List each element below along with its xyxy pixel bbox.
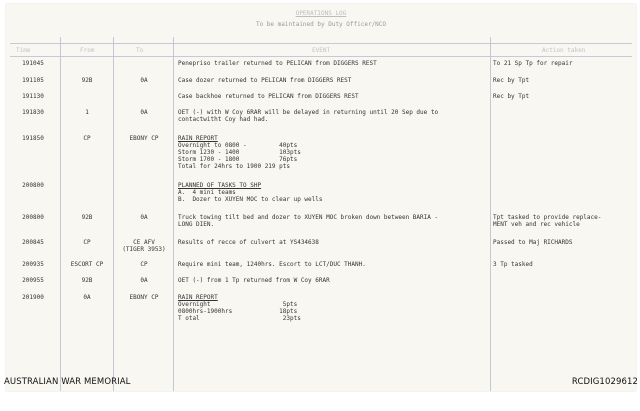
entry-from: CP (83, 239, 91, 246)
entry-to: 0A (140, 277, 148, 284)
column-divider (113, 37, 114, 391)
report-heading: RAIN REPORT (178, 135, 218, 142)
entry-to: CP (140, 261, 148, 268)
entry-time: 191850 (22, 135, 44, 142)
column-divider (173, 37, 174, 391)
entry-action: 3 Tp tasked (493, 261, 533, 268)
entry-event: RAIN REPORT Overnight 5pts 0800hrs-1900hrs 18pts T otal 23pts (178, 294, 301, 322)
column-header-to: To (136, 47, 144, 54)
entry-action: Rec by Tpt (493, 77, 530, 84)
column-divider (490, 37, 491, 391)
entry-to: EBONY CP (129, 135, 159, 142)
entry-time: 201900 (22, 294, 44, 301)
entry-from: 92B (81, 77, 93, 84)
entry-action: Passed to Maj RICHARDS (493, 239, 573, 246)
document-page (6, 4, 636, 391)
footer-reference: RCDIG1029612 (571, 377, 638, 387)
page-subtitle: To be maintained by Duty Officer/NCO (255, 21, 387, 28)
entry-event: RAIN REPORT Overnight to 0800 - 40pts Storm 1230 - 1400 103pts Storm 1700 - 1800 76pts Total for 24hrs to 1900 219 pts (178, 135, 301, 170)
entry-event: OET (-) from 1 Tp returned from W Coy 6RAR (178, 277, 330, 284)
column-header-event: EVENT (312, 47, 331, 54)
entry-event: OET (-) with W Coy 6RAR will be delayed in returning until 20 Sep due to contactwitht Coy had had. (178, 109, 439, 123)
entry-from: CP (83, 135, 91, 142)
entry-to: CE AFV (TIGER 3953) (122, 239, 166, 253)
page-title: OPERATIONS LOG (295, 10, 347, 17)
entry-time: 191045 (22, 60, 44, 67)
entry-from: 92B (81, 277, 93, 284)
entry-time: 200845 (22, 239, 44, 246)
entry-from: ESCORT CP (70, 261, 104, 268)
entry-event: Truck towing tilt bed and dozer to XUYEN MOC broken down between BARIA - LONG DIEN. (178, 214, 439, 228)
entry-time: 191130 (22, 93, 44, 100)
header-rule-bottom (10, 56, 632, 57)
report-heading: PLANNED OF TASKS TO SHP (178, 182, 262, 189)
column-header-action: Action taken (542, 47, 586, 54)
entry-event: Require mini team, 1240hrs. Escort to LCT/DUC THANH. (178, 261, 366, 268)
entry-to: 0A (140, 214, 148, 221)
entry-event: Penepriso trailer returned to PELICAN from DIGGERS REST (178, 60, 377, 67)
entry-time: 191105 (22, 77, 44, 84)
entry-action: Tpt tasked to provide replace- MENT veh and rec vehicle (493, 214, 602, 228)
entry-action: Rec by Tpt (493, 93, 530, 100)
entry-action: To 21 Sp Tp for repair (493, 60, 573, 67)
entry-to: 0A (140, 77, 148, 84)
report-heading: RAIN REPORT (178, 294, 218, 301)
entry-to: 0A (140, 109, 148, 116)
entry-time: 200800 (22, 182, 44, 189)
entry-event: Case dozer returned to PELICAN from DIGGERS REST (178, 77, 352, 84)
entry-time: 200955 (22, 277, 44, 284)
entry-to: EBONY CP (129, 294, 159, 301)
entry-time: 191830 (22, 109, 44, 116)
column-divider (60, 37, 61, 391)
column-header-time: Time (16, 47, 31, 54)
entry-from: 1 (85, 109, 89, 116)
footer-source: AUSTRALIAN WAR MEMORIAL (4, 377, 131, 387)
entry-time: 200800 (22, 214, 44, 221)
entry-from: 92B (81, 214, 93, 221)
entry-from: 0A (83, 294, 91, 301)
header-rule-top (10, 43, 632, 44)
entry-event: Results of recce of culvert at YS434638 (178, 239, 319, 246)
column-header-from: From (80, 47, 95, 54)
entry-time: 200935 (22, 261, 44, 268)
entry-event: PLANNED OF TASKS TO SHP A. 4 mini teams B. Dozer to XUYEN MOC to clear up wells (178, 182, 323, 203)
entry-event: Case backhoe returned to PELICAN from DIGGERS REST (178, 93, 359, 100)
